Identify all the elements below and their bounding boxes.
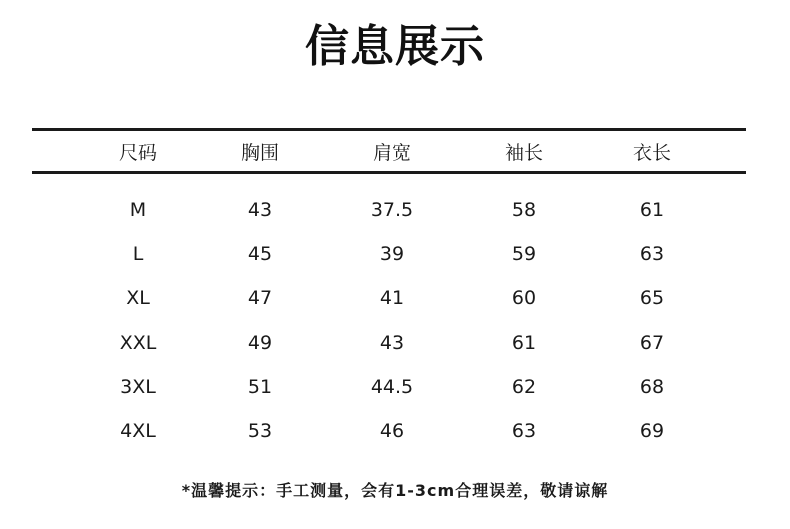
table-row bbox=[0, 372, 790, 402]
header-chest: 胸围 bbox=[240, 142, 279, 164]
table-row bbox=[0, 328, 790, 358]
cell-sleeve: 59 bbox=[511, 243, 537, 265]
cell-size: L bbox=[132, 243, 144, 265]
cell-sleeve: 63 bbox=[511, 420, 537, 442]
table-row bbox=[0, 283, 790, 313]
cell-chest: 43 bbox=[247, 199, 273, 221]
cell-shoulder: 43 bbox=[379, 332, 405, 354]
cell-length: 69 bbox=[639, 420, 665, 442]
cell-sleeve: 62 bbox=[511, 376, 537, 398]
cell-size: XXL bbox=[119, 332, 157, 354]
cell-chest: 53 bbox=[247, 420, 273, 442]
cell-shoulder: 37.5 bbox=[370, 199, 414, 221]
header-length: 衣长 bbox=[632, 142, 671, 164]
table-header-row bbox=[0, 138, 790, 168]
cell-size: XL bbox=[126, 287, 150, 309]
cell-chest: 51 bbox=[247, 376, 273, 398]
cell-chest: 49 bbox=[247, 332, 273, 354]
header-sleeve: 袖长 bbox=[504, 142, 543, 164]
cell-chest: 45 bbox=[247, 243, 273, 265]
cell-size: 3XL bbox=[120, 376, 156, 398]
table-row bbox=[0, 239, 790, 269]
table-top-rule bbox=[32, 128, 746, 131]
table-header-rule bbox=[32, 171, 746, 174]
cell-sleeve: 61 bbox=[511, 332, 537, 354]
page-title: 信息展示 bbox=[305, 21, 485, 72]
header-shoulder: 肩宽 bbox=[372, 142, 411, 164]
cell-length: 63 bbox=[639, 243, 665, 265]
cell-length: 68 bbox=[639, 376, 665, 398]
cell-sleeve: 58 bbox=[511, 199, 537, 221]
cell-chest: 47 bbox=[247, 287, 273, 309]
cell-length: 67 bbox=[639, 332, 665, 354]
table-row bbox=[0, 195, 790, 225]
cell-shoulder: 44.5 bbox=[370, 376, 414, 398]
cell-shoulder: 41 bbox=[379, 287, 405, 309]
measurement-note: *温馨提示：手工测量，会有1-3cm合理误差，敬请谅解 bbox=[181, 481, 609, 500]
cell-length: 61 bbox=[639, 199, 665, 221]
header-size: 尺码 bbox=[118, 142, 157, 164]
cell-shoulder: 46 bbox=[379, 420, 405, 442]
cell-length: 65 bbox=[639, 287, 665, 309]
cell-sleeve: 60 bbox=[511, 287, 537, 309]
cell-size: 4XL bbox=[120, 420, 156, 442]
cell-size: M bbox=[129, 199, 147, 221]
cell-shoulder: 39 bbox=[379, 243, 405, 265]
table-row bbox=[0, 416, 790, 446]
